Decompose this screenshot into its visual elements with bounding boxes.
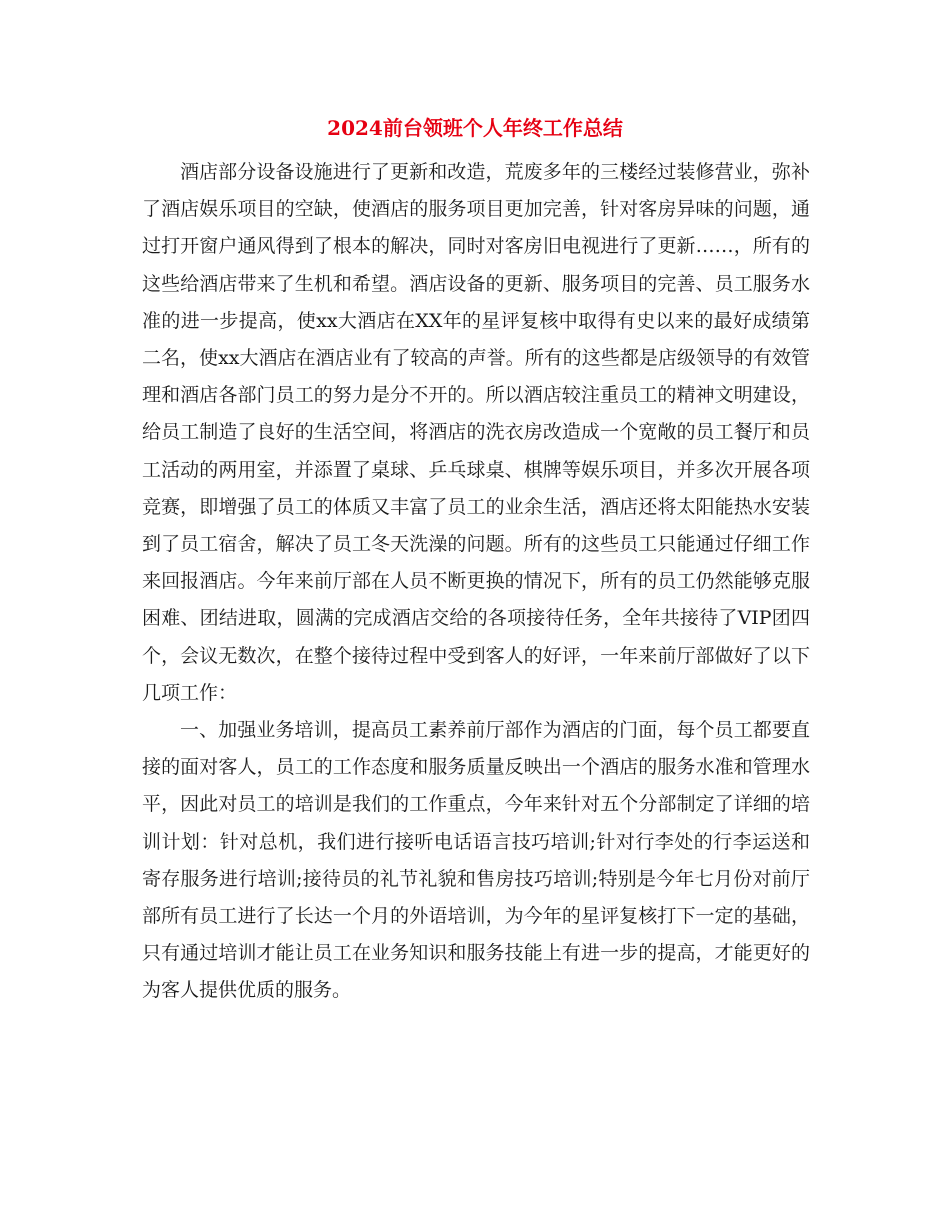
document-body [142, 154, 810, 1010]
document-title: 2024前台领班个人年终工作总结 [327, 116, 623, 140]
paragraph-intro: 酒店部分设备设施进行了更新和改造，荒废多年的三楼经过装修营业，弥补了酒店娱乐项目的空缺，使酒店的服务项目更加完善，针对客房异味的问题，通过打开窗户通风得到了根本的解决，同时对客房旧电视进行了更新……，所有的这些给酒店带来了生机和希望。酒店设备的更新、服务项目的完善、员工服务水准的进一步提高，使xx大酒店在XX年的星评复核中取得有史以来的最好成绩第二名，使xx大酒店在酒店业有了较高的声誉。所有的这些都是店级领导的有效管理和酒店各部门员工的努力是分不开的。所以酒店较注重员工的精神文明建设，给员工制造了良好的生活空间，将酒店的洗衣房改造成一个宽敞的员工餐厅和员工活动的两用室，并添置了桌球、乒乓球桌、棋牌等娱乐项目，并多次开展各项竞赛，即增强了员工的体质又丰富了员工的业余生活，酒店还将太阳能热水安装到了员工宿舍，解决了员工冬天洗澡的问题。所有的这些员工只能通过仔细工作来回报酒店。今年来前厅部在人员不断更换的情况下，所有的员工仍然能够克服困难、团结进取，圆满的完成酒店交给的各项接待任务，全年共接待了VIP团四个，会议无数次，在整个接待过程中受到客人的好评，一年来前厅部做好了以下几项工作： [142, 161, 810, 704]
paragraph-training: 一、加强业务培训，提高员工素养前厅部作为酒店的门面，每个员工都要直接的面对客人，员工的工作态度和服务质量反映出一个酒店的服务水准和管理水平，因此对员工的培训是我们的工作重点，今年来针对五个分部制定了详细的培训计划：针对总机，我们进行接听电话语言技巧培训;针对行李处的行李运送和寄存服务进行培训;接待员的礼节礼貌和售房技巧培训;特别是今年七月份对前厅部所有员工进行了长达一个月的外语培训，为今年的星评复核打下一定的基础，只有通过培训才能让员工在业务知识和服务技能上有进一步的提高，才能更好的为客人提供优质的服务。 [142, 719, 810, 1002]
